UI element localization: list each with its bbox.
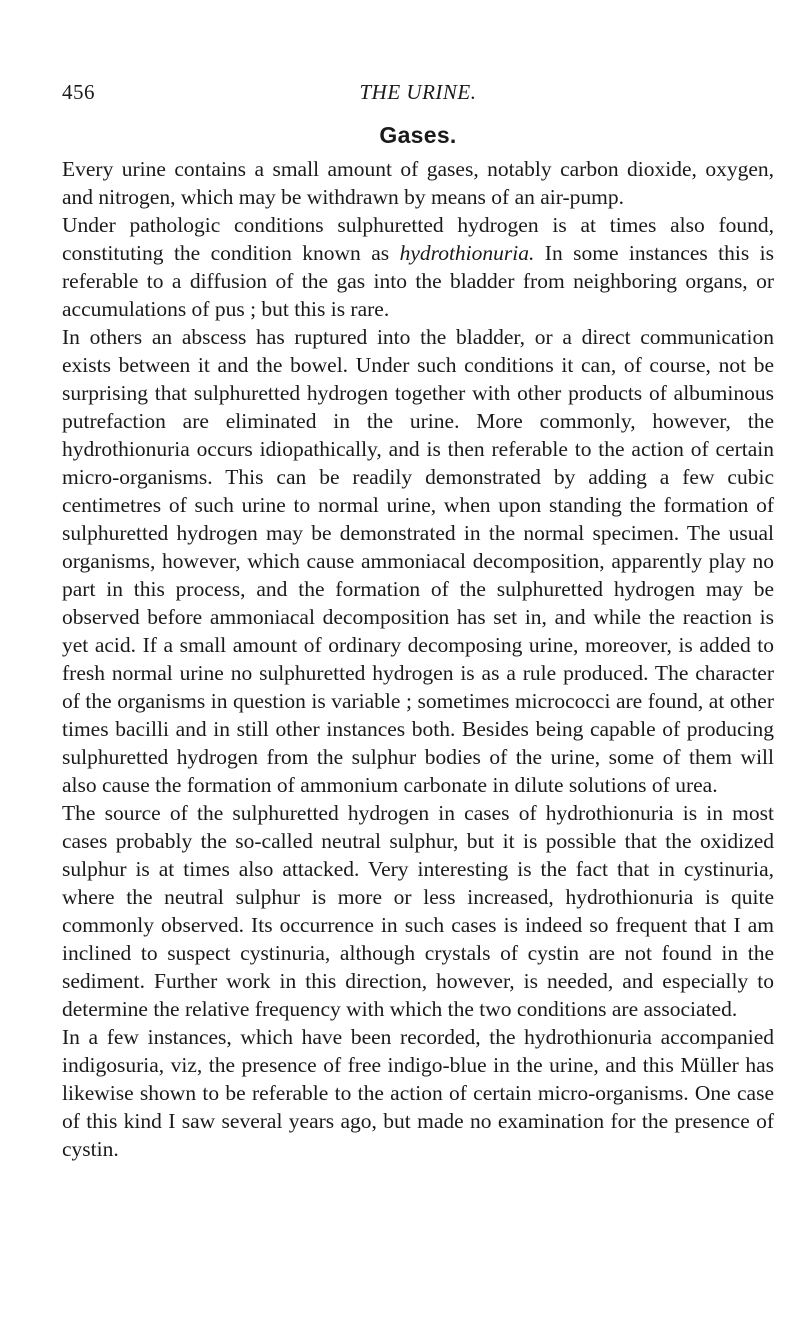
page-number: 456 [62,80,95,104]
book-page [62,80,774,1163]
paragraph [62,211,774,323]
paragraph: In others an abscess has ruptured into the bladder, or a direct communication exists between it and the bowel. Under such conditions it can, of course, not be surprising that sulphuretted hydrogen together with other products of albuminous putrefaction are eliminated in the urine. More commonly, however, the hydrothionuria occurs idiopathically, and is then referable to the action of certain micro-organisms. This can be readily demonstrated by adding a few cubic centimetres of such urine to normal urine, when upon standing the formation of sulphuretted hydrogen may be demonstrated in the normal specimen. The usual organisms, however, which cause ammoniacal decomposition, apparently play no part in this process, and the formation of the sulphuretted hydrogen may be observed before ammoniacal decomposition has set in, and while the reaction is yet acid. If a small amount of ordinary decomposing urine, moreover, is added to fresh normal urine no sulphuretted hydrogen is as a rule produced. The character of the organisms in question is variable ; sometimes micrococci are found, at other times bacilli and in still other instances both. Besides being capable of producing sulphuretted hydrogen from the sulphur bodies of the urine, some of them will also cause the formation of ammonium carbonate in dilute solutions of urea. [62,325,774,797]
paragraph: Every urine contains a small amount of gases, notably carbon dioxide, oxygen, and nitrogen, which may be withdrawn by means of an air-pump. [62,157,774,209]
running-title: THE URINE. [359,80,477,104]
paragraph: In a few instances, which have been recorded, the hydrothionuria accompanied indigosuria, viz, the presence of free indigo-blue in the urine, and this Müller has likewise shown to be referable to the action of certain micro-organisms. One case of this kind I saw several years ago, but made no examination for the presence of cystin. [62,1025,774,1161]
section-title: Gases. [379,122,457,148]
page-header [62,80,774,114]
paragraph-text: Under pathologic conditions sulphuretted hydrogen is at times also found, constituting the condition known as [62,213,774,265]
paragraph-text: In some instances this is referable to a diffusion of the gas into the bladder from neighboring organs, or accumulations of pus ; but this is rare. [62,241,774,321]
italic-term: hydrothionuria. [399,241,535,265]
paragraph: The source of the sulphuretted hydrogen in cases of hydrothionuria is in most cases probably the so-called neutral sulphur, but it is possible that the oxidized sulphur is at times also attacked. Very interesting is the fact that in cystinuria, where the neutral sulphur is more or less increased, hydrothionuria is quite commonly observed. Its occurrence in such cases is indeed so frequent that I am inclined to suspect cystinuria, although crystals of cystin are not found in the sediment. Further work in this direction, however, is needed, and especially to determine the relative frequency with which the two conditions are associated. [62,801,774,1021]
